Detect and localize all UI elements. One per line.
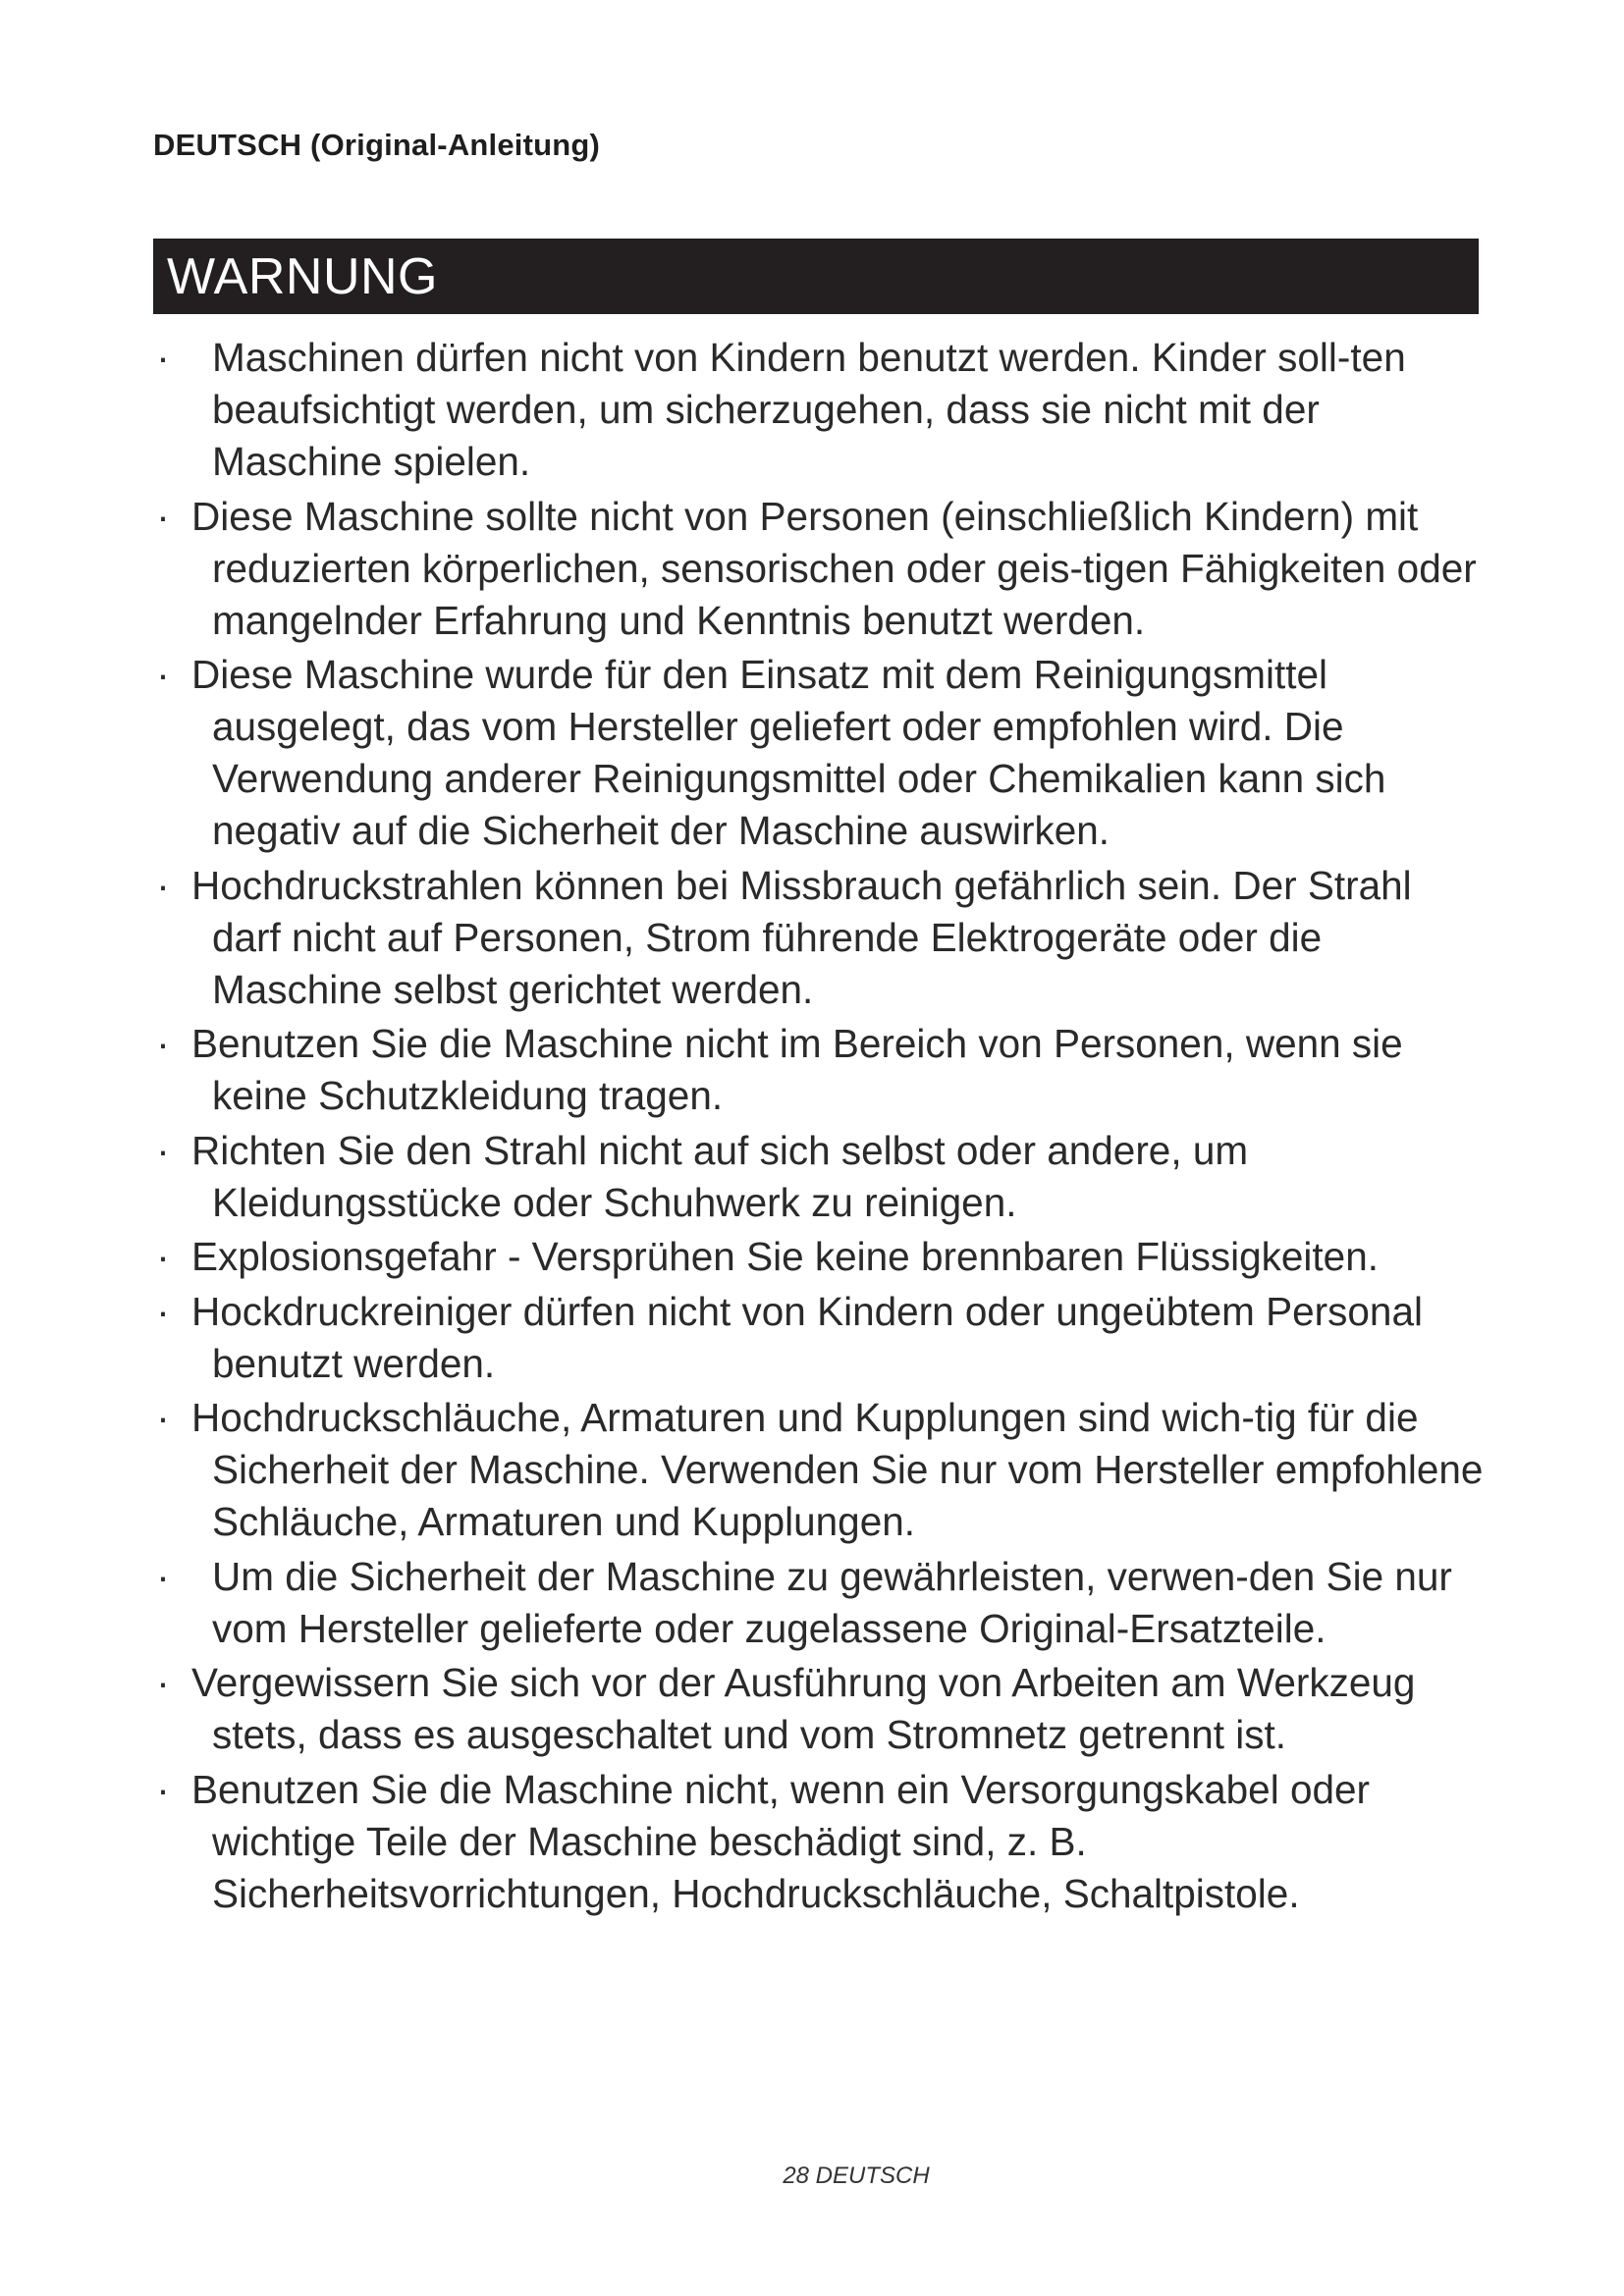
warning-item: [153, 1392, 1489, 1548]
warning-item: [153, 1231, 1489, 1283]
warning-item: [153, 332, 1489, 488]
bullet-icon: ·: [156, 1234, 170, 1279]
warning-item: [153, 649, 1489, 857]
warning-list: [153, 332, 1489, 1922]
bullet-icon: ·: [156, 1288, 170, 1334]
bullet-icon: ·: [156, 1553, 170, 1599]
bullet-icon: ·: [156, 1395, 170, 1440]
warning-item-text: Diese Maschine sollte nicht von Personen (einschließlich Kindern) mit reduzierten körperlichen, sensorischen oder geis-tigen Fähigkeiten oder mangelnder Erfahrung und Kenntnis benutzt werden.: [191, 493, 1477, 643]
warning-item: [153, 1764, 1489, 1920]
warning-item-text: Vergewissern Sie sich vor der Ausführung von Arbeiten am Werkzeug stets, dass es ausgeschaltet und vom Stromnetz getrennt ist.: [191, 1660, 1416, 1757]
warning-banner: [153, 239, 1479, 314]
bullet-icon: ·: [156, 1021, 170, 1066]
bullet-icon: ·: [156, 335, 170, 380]
bullet-icon: ·: [156, 1660, 170, 1705]
language-header: DEUTSCH (Original-Anleitung): [153, 128, 601, 162]
page-number-label: 28 DEUTSCH: [783, 2163, 930, 2189]
warning-item-text: Benutzen Sie die Maschine nicht, wenn ein Versorgungskabel oder wichtige Teile der Maschine beschädigt sind, z. B. Sicherheitsvorrichtungen, Hochdruckschläuche, Schaltpistole.: [191, 1766, 1371, 1916]
warning-item: [153, 1551, 1489, 1655]
warning-item: [153, 491, 1489, 647]
warning-title: WARNUNG: [167, 248, 438, 305]
warning-item: [153, 1125, 1489, 1229]
warning-item-text: Richten Sie den Strahl nicht auf sich selbst oder andere, um Kleidungsstücke oder Schuhwerk zu reinigen.: [191, 1127, 1249, 1225]
warning-item: [153, 860, 1489, 1016]
warning-item: [153, 1018, 1489, 1122]
bullet-icon: ·: [156, 1127, 170, 1173]
warning-item-text: Benutzen Sie die Maschine nicht im Bereich von Personen, wenn sie keine Schutzkleidung tragen.: [191, 1021, 1403, 1118]
warning-item: [153, 1286, 1489, 1390]
bullet-icon: ·: [156, 652, 170, 697]
warning-item-text: Maschinen dürfen nicht von Kindern benutzt werden. Kinder soll-ten beaufsichtigt werden, um sicherzugehen, dass sie nicht mit der Maschine spielen.: [212, 335, 1406, 484]
warning-item-text: Um die Sicherheit der Maschine zu gewährleisten, verwen-den Sie nur vom Hersteller gelieferte oder zugelassene Original-Ersatzteile.: [212, 1553, 1452, 1651]
warning-item: [153, 1657, 1489, 1761]
warning-item-text: Explosionsgefahr - Versprühen Sie keine brennbaren Flüssigkeiten.: [191, 1234, 1379, 1279]
bullet-icon: ·: [156, 493, 170, 539]
warning-item-text: Hockdruckreiniger dürfen nicht von Kindern oder ungeübtem Personal benutzt werden.: [191, 1288, 1423, 1386]
warning-item-text: Hochdruckstrahlen können bei Missbrauch gefährlich sein. Der Strahl darf nicht auf Personen, Strom führende Elektrogeräte oder die Maschine selbst gerichtet werden.: [191, 862, 1412, 1012]
bullet-icon: ·: [156, 1766, 170, 1812]
page-number: [0, 2163, 1624, 2190]
warning-item-text: Hochdruckschläuche, Armaturen und Kupplungen sind wich-tig für die Sicherheit der Maschine. Verwenden Sie nur vom Hersteller empfohlene Schläuche, Armaturen und Kupplungen.: [191, 1395, 1484, 1544]
bullet-icon: ·: [156, 862, 170, 908]
warning-item-text: Diese Maschine wurde für den Einsatz mit dem Reinigungsmittel ausgelegt, das vom Hersteller geliefert oder empfohlen wird. Die Verwendung anderer Reinigungsmittel oder Chemikalien kann sich negativ auf die Sicherheit der Maschine auswirken.: [191, 652, 1386, 853]
